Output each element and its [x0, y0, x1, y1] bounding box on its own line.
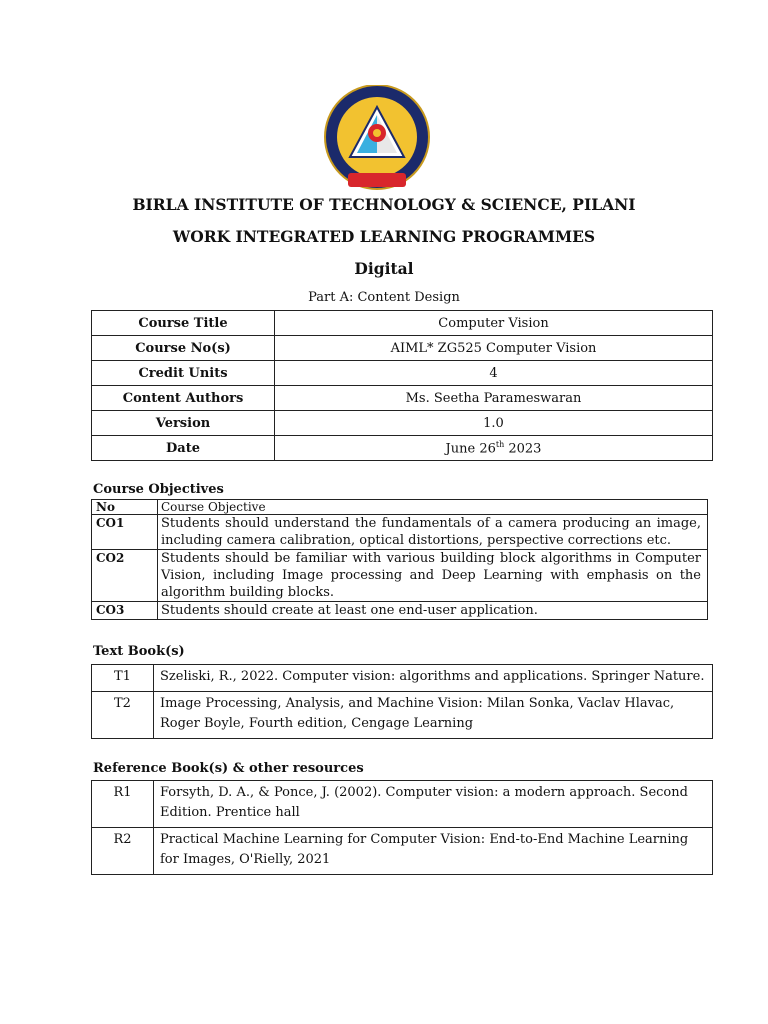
book-no: R2: [92, 828, 154, 875]
date-suffix: th: [495, 439, 505, 449]
table-row: [92, 828, 713, 875]
content-authors-value: Ms. Seetha Parameswaran: [275, 386, 713, 411]
book-no: T2: [92, 692, 154, 739]
part-a-title: Part A: Content Design: [308, 290, 460, 305]
course-title-label: Course Title: [92, 311, 275, 336]
table-row: [92, 311, 713, 336]
date-value: [275, 436, 713, 461]
bits-pilani-logo: [318, 85, 436, 195]
table-row: [92, 602, 708, 620]
objective-text: Students should understand the fundamentals of a camera producing an image, including camera calibration, optical distortions, perspective corrections etc.: [158, 515, 708, 550]
objectives-table: [91, 499, 708, 620]
book-no: T1: [92, 665, 154, 692]
credit-units-label: Credit Units: [92, 361, 275, 386]
table-row: [92, 411, 713, 436]
content-authors-label: Content Authors: [92, 386, 275, 411]
objective-no: CO2: [92, 550, 158, 602]
version-label: Version: [92, 411, 275, 436]
course-title-value: Computer Vision: [275, 311, 713, 336]
course-no-label: Course No(s): [92, 336, 275, 361]
credit-units-value: 4: [275, 361, 713, 386]
table-row: [92, 515, 708, 550]
objective-no: CO3: [92, 602, 158, 620]
book-no: R1: [92, 781, 154, 828]
col-no-header: No: [92, 500, 158, 515]
table-row: [92, 386, 713, 411]
course-no-value: AIML* ZG525 Computer Vision: [275, 336, 713, 361]
table-row: [92, 781, 713, 828]
date-label: Date: [92, 436, 275, 461]
date-year: 2023: [504, 441, 542, 457]
text-books-heading: Text Book(s): [93, 644, 185, 659]
institute-name: BIRLA INSTITUTE OF TECHNOLOGY & SCIENCE, PILANI: [132, 195, 636, 214]
reference-books-table: [91, 780, 713, 875]
date-day: June 26: [445, 441, 496, 457]
table-row: [92, 336, 713, 361]
table-row: [92, 692, 713, 739]
objective-text: Students should be familiar with various building block algorithms in Computer Vision, including Image processing and Deep Learning with emphasis on the algorithm building blocks.: [158, 550, 708, 602]
table-row: [92, 665, 713, 692]
delivery-mode: Digital: [354, 259, 414, 278]
objectives-heading: Course Objectives: [93, 482, 224, 497]
objective-no: CO1: [92, 515, 158, 550]
text-books-table: [91, 664, 713, 739]
objective-text: Students should create at least one end-user application.: [158, 602, 708, 620]
table-row: [92, 550, 708, 602]
book-citation: Image Processing, Analysis, and Machine Vision: Milan Sonka, Vaclav Hlavac, Roger Boyle, Fourth edition, Cengage Learning: [154, 692, 713, 739]
book-citation: Szeliski, R., 2022. Computer vision: algorithms and applications. Springer Nature.: [154, 665, 713, 692]
table-header-row: [92, 500, 708, 515]
version-value: 1.0: [275, 411, 713, 436]
book-citation: Practical Machine Learning for Computer Vision: End-to-End Machine Learning for Images, O'Rielly, 2021: [154, 828, 713, 875]
book-citation: Forsyth, D. A., & Ponce, J. (2002). Computer vision: a modern approach. Second Edition. Prentice hall: [154, 781, 713, 828]
table-row: [92, 361, 713, 386]
course-info-table: [91, 310, 713, 461]
col-objective-header: Course Objective: [158, 500, 708, 515]
programme-name: WORK INTEGRATED LEARNING PROGRAMMES: [172, 227, 596, 246]
table-row: [92, 436, 713, 461]
reference-books-heading: Reference Book(s) & other resources: [93, 761, 364, 776]
